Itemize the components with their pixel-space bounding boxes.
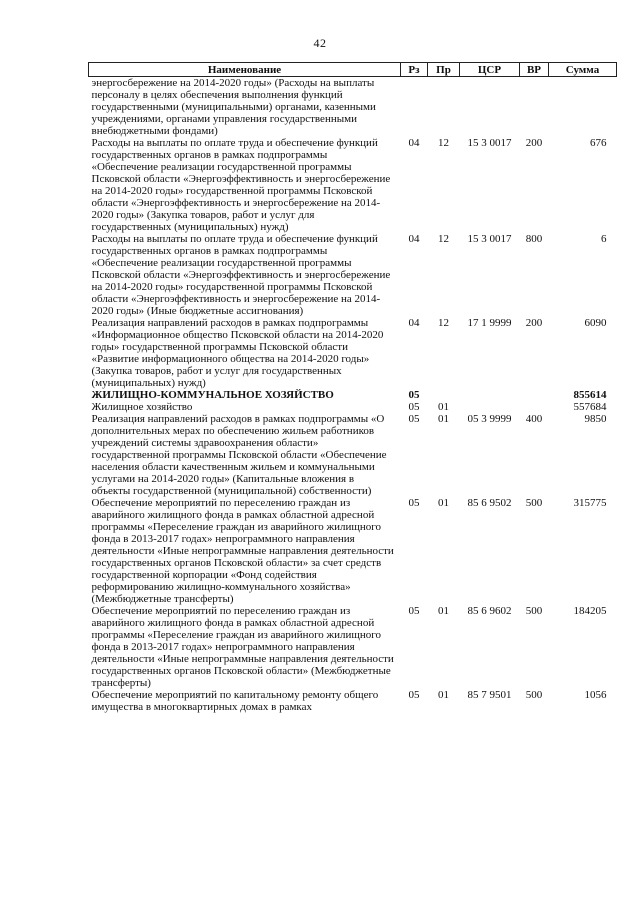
section-row [89, 389, 617, 401]
row-pr: 01 [438, 413, 449, 425]
row-pr [428, 389, 460, 401]
row-pr: 01 [438, 689, 449, 701]
row-sum: 557684 [573, 401, 607, 413]
row-pr: 01 [438, 497, 449, 509]
subsection-title: Жилищное хозяйство [91, 401, 193, 413]
row-rz: 05 [408, 497, 420, 509]
row-vr: 500 [525, 605, 543, 617]
table-row [89, 413, 617, 497]
row-csr: 85 7 9501 [467, 689, 512, 701]
page-number: 42 [313, 36, 327, 50]
row-csr: 85 6 9502 [467, 497, 512, 509]
row-name: Реализация направлений расходов в рамках подпрограммы «Информационное общество Псковской области на 2014-2020 годы» государственной программы Псковской области «Развитие информационного общества на 2014-2020 годы» (Закупка товаров, работ и услуг для государственных (муниципальных) нужд) [91, 317, 384, 389]
header-csr: ЦСР [460, 63, 520, 77]
row-csr: 85 6 9602 [467, 605, 512, 617]
table-row [89, 317, 617, 389]
row-csr: 15 3 0017 [467, 233, 512, 245]
row-sum: 9850 [584, 413, 607, 425]
row-csr [460, 77, 520, 138]
row-vr: 500 [525, 689, 543, 701]
table-row [89, 605, 617, 689]
row-sum: 6090 [584, 317, 607, 329]
row-rz: 04 [408, 233, 420, 245]
row-name: Реализация направлений расходов в рамках подпрограммы «О дополнительных мерах по обеспечению жильем работников учреждений системы здравоохранения области» государственной программы Псковской области «Обеспечение населения области качественным жильем и коммунальными услугами на 2014-2020 годы» (Капитальные вложения в объекты государственной (муниципальной) собственности) [91, 413, 387, 497]
table-header-row [89, 63, 617, 77]
row-rz [401, 77, 428, 138]
row-vr [520, 389, 549, 401]
row-csr [460, 389, 520, 401]
row-rz: 04 [408, 317, 420, 329]
header-pr: Пр [428, 63, 460, 77]
row-pr [428, 77, 460, 138]
table-row [89, 689, 617, 713]
row-name: Расходы на выплаты по оплате труда и обеспечение функций государственных органов в рамках подпрограммы «Обеспечение реализации государственной программы Псковской области «Энергоэффективность и энергосбережение на 2014-2020 годы» государственной программы Псковской области «Энергоэффективность и энергосбережение на 2014-2020 годы» (Закупка товаров, работ и услуг для государственных (муниципальных) нужд) [91, 137, 391, 233]
row-pr: 12 [438, 137, 449, 149]
row-vr: 800 [525, 233, 543, 245]
row-rz: 05 [408, 389, 420, 401]
row-name: Обеспечение мероприятий по переселению граждан из аварийного жилищного фонда в рамках областной адресной программы «Переселение граждан из аварийного жилищного фонда в 2013-2017 годах» непрограммного направления деятельности «Иные непрограммные направления деятельности государственных органов Псковской области» за счет средств государственной корпорации «Фонд содействия реформированию жилищно-коммунального хозяйства» (Межбюджетные трансферты) [91, 497, 394, 605]
header-name: Наименование [89, 63, 401, 77]
row-csr: 17 1 9999 [467, 317, 512, 329]
row-rz: 05 [408, 689, 420, 701]
row-pr: 01 [438, 605, 449, 617]
row-rz: 04 [408, 137, 420, 149]
row-vr [520, 77, 549, 138]
row-name: Обеспечение мероприятий по переселению граждан из аварийного жилищного фонда в рамках областной адресной программы «Переселение граждан из аварийного жилищного фонда в 2013-2017 годах» непрограммного направления деятельности «Иные непрограммные направления деятельности государственных органов Псковской области» (Межбюджетные трансферты) [91, 605, 394, 689]
row-rz: 05 [408, 401, 420, 413]
row-name: Расходы на выплаты по оплате труда и обеспечение функций государственных органов в рамках подпрограммы «Обеспечение реализации государственной программы Псковской области «Энергоэффективность и энергосбережение на 2014-2020 годы» государственной программы Псковской области «Энергоэффективность и энергосбережение на 2014-2020 годы» (Иные бюджетные ассигнования) [91, 233, 391, 317]
section-title: ЖИЛИЩНО-КОММУНАЛЬНОЕ ХОЗЯЙСТВО [91, 389, 334, 401]
row-rz: 05 [408, 605, 420, 617]
row-vr: 200 [525, 317, 543, 329]
row-name: энергосбережение на 2014-2020 годы» (Расходы на выплаты персоналу в целях обеспечения выполнения функций государственными (муниципальными) органами, казенными учреждениями, органами управления государственными внебюджетными фондами) [91, 77, 376, 137]
header-vr: ВР [520, 63, 549, 77]
row-vr: 500 [525, 497, 543, 509]
row-sum: 6 [601, 233, 607, 245]
header-rz: Рз [401, 63, 428, 77]
row-sum: 855614 [573, 389, 607, 401]
row-pr: 12 [438, 233, 449, 245]
header-sum: Сумма [549, 63, 617, 77]
row-csr [460, 401, 520, 413]
row-vr: 400 [525, 413, 543, 425]
table-row [89, 497, 617, 605]
table-row [89, 137, 617, 233]
row-pr: 01 [438, 401, 449, 413]
row-sum: 1056 [584, 689, 607, 701]
subsection-row [89, 401, 617, 413]
row-csr: 15 3 0017 [467, 137, 512, 149]
row-vr [520, 401, 549, 413]
budget-table [88, 62, 617, 713]
row-rz: 05 [408, 413, 420, 425]
table-row [89, 77, 617, 138]
table-row [89, 233, 617, 317]
row-sum [549, 77, 617, 138]
row-sum: 315775 [573, 497, 607, 509]
row-sum: 676 [590, 137, 607, 149]
row-vr: 200 [525, 137, 543, 149]
row-pr: 12 [438, 317, 449, 329]
row-sum: 184205 [573, 605, 607, 617]
row-csr: 05 3 9999 [467, 413, 512, 425]
row-name: Обеспечение мероприятий по капитальному ремонту общего имущества в многоквартирных домах в рамках [91, 689, 379, 713]
